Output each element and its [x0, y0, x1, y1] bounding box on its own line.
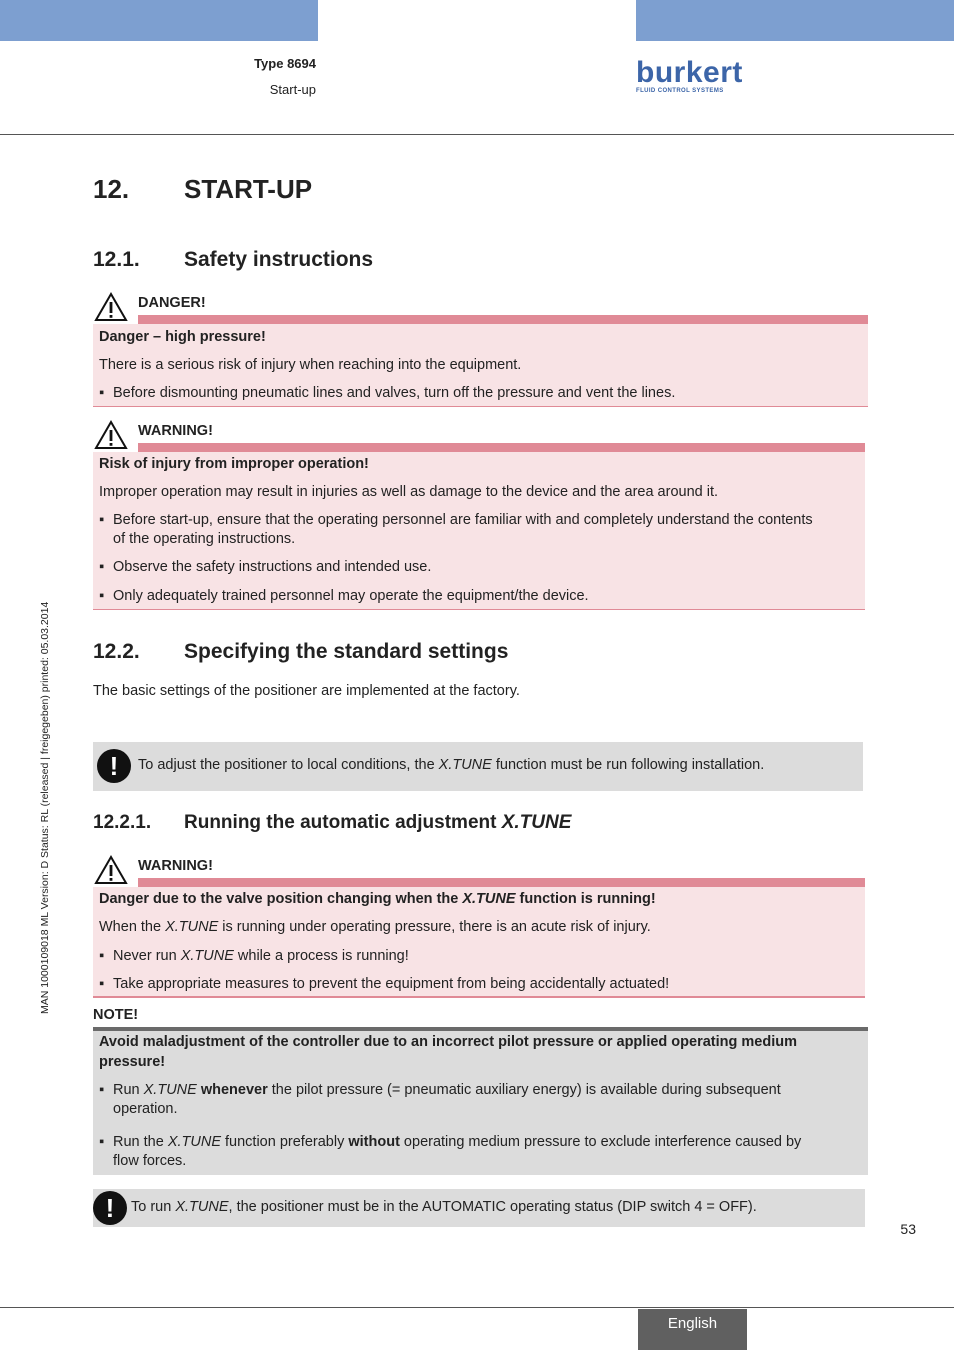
- chapter-title: [93, 174, 312, 205]
- info-text-pre: To adjust the positioner to local conditions, the: [138, 757, 439, 773]
- note-bullet-1-line2: operation.: [113, 1101, 178, 1117]
- bullet-strong: whenever: [200, 1082, 268, 1098]
- logo-tagline: FLUID CONTROL SYSTEMS: [636, 88, 724, 94]
- warning-heading: [99, 891, 656, 907]
- language-tab: English: [638, 1309, 747, 1350]
- warning-content: [93, 452, 865, 610]
- chapter-title-text: START-UP: [184, 174, 313, 204]
- header-divider: [0, 134, 954, 135]
- note-heading-line1: Avoid maladjustment of the controller due to an incorrect pilot pressure or applied operating medium: [99, 1034, 797, 1050]
- section-title: Specifying the standard settings: [184, 640, 509, 663]
- section-heading-settings: [93, 640, 508, 664]
- settings-intro: The basic settings of the positioner are implemented at the factory.: [93, 683, 520, 699]
- danger-bullet: Before dismounting pneumatic lines and valves, turn off the pressure and vent the lines.: [113, 385, 676, 401]
- bullet-post: operating medium pressure to exclude interference caused by: [399, 1134, 802, 1150]
- note-bullet-2-line2: flow forces.: [113, 1153, 187, 1169]
- header-bar-right: [636, 0, 954, 41]
- warning-label: WARNING!: [138, 858, 213, 874]
- warning-bullet-1: [113, 948, 409, 964]
- warning-heading-post: function is running!: [515, 891, 656, 907]
- chapter-number: 12.: [93, 174, 130, 204]
- bullet-marker: ▪: [99, 976, 105, 992]
- info-text: [131, 1199, 757, 1215]
- danger-text: There is a serious risk of injury when reaching into the equipment.: [99, 357, 522, 373]
- info-text: [138, 757, 764, 773]
- danger-heading: Danger – high pressure!: [99, 329, 266, 345]
- note-heading-line2: pressure!: [99, 1054, 166, 1070]
- logo-word: burkert: [636, 56, 743, 89]
- note-bullet-2-line1: [113, 1134, 801, 1150]
- warning-triangle-icon: [94, 420, 128, 455]
- info-box-xtune: [93, 742, 863, 791]
- warning-bullet-3: Only adequately trained personnel may operate the equipment/the device.: [113, 588, 589, 604]
- bullet-strong: without: [348, 1134, 400, 1150]
- burkert-logo: [636, 58, 743, 94]
- warning-band: [138, 878, 865, 887]
- document-type: Type 8694: [254, 56, 316, 71]
- xtune-term: X.TUNE: [143, 1082, 197, 1098]
- warning-text-pre: When the: [99, 919, 166, 935]
- bullet-marker: ▪: [99, 948, 105, 964]
- xtune-term: X.TUNE: [462, 891, 516, 907]
- bullet-marker: ▪: [99, 1134, 105, 1150]
- xtune-term: X.TUNE: [180, 948, 234, 964]
- section-number: 12.1.: [93, 248, 140, 271]
- bullet-pre: Run: [113, 1082, 144, 1098]
- danger-band: [138, 315, 868, 324]
- note-bullet-1-line1: [113, 1082, 781, 1098]
- info-text-pre: To run: [131, 1199, 176, 1215]
- warning-bullet-2: Observe the safety instructions and intended use.: [113, 559, 432, 575]
- info-box-automatic: [93, 1189, 865, 1227]
- warning-heading-pre: Danger due to the valve position changing when the: [99, 891, 463, 907]
- danger-box: [93, 292, 868, 407]
- warning-label: WARNING!: [138, 423, 213, 439]
- subsection-number: 12.2.1.: [93, 812, 152, 833]
- xtune-term: X.TUNE: [165, 919, 219, 935]
- warning-bullet-2: Take appropriate measures to prevent the equipment from being accidentally actuated!: [113, 976, 670, 992]
- warning-bullet-1-line1: Before start-up, ensure that the operating personnel are familiar with and completely understand the contents: [113, 512, 813, 528]
- exclamation-circle-icon: !: [97, 749, 131, 783]
- bullet-pre: Never run: [113, 948, 181, 964]
- warning-text-post: is running under operating pressure, there is an acute risk of injury.: [218, 919, 651, 935]
- warning-box-operation: [93, 420, 865, 612]
- bullet-marker: ▪: [99, 512, 105, 528]
- bullet-marker: ▪: [99, 588, 105, 604]
- subsection-title-em: X.TUNE: [501, 812, 572, 833]
- danger-content: [93, 324, 868, 407]
- info-text-post: function must be run following installation.: [491, 757, 765, 773]
- bullet-pre: Run the: [113, 1134, 168, 1150]
- note-label: NOTE!: [93, 1007, 139, 1023]
- bullet-marker: ▪: [99, 1082, 105, 1098]
- exclamation-circle-icon: !: [93, 1191, 127, 1225]
- warning-bullet-1-line2: of the operating instructions.: [113, 531, 296, 547]
- bullet-marker: ▪: [99, 559, 105, 575]
- subsection-heading: [93, 812, 571, 834]
- xtune-term: X.TUNE: [175, 1199, 229, 1215]
- subsection-title: Running the automatic adjustment: [184, 812, 502, 833]
- side-document-info: MAN 1000109018 ML Version: D Status: RL (released | freigegeben) printed: 05.03.2014: [39, 601, 51, 1014]
- section-label: Start-up: [269, 82, 316, 97]
- xtune-term: X.TUNE: [167, 1134, 221, 1150]
- bullet-post: while a process is running!: [233, 948, 409, 964]
- warning-heading: Risk of injury from improper operation!: [99, 456, 369, 472]
- section-heading-safety: [93, 248, 373, 272]
- section-title: Safety instructions: [184, 248, 374, 271]
- xtune-term: X.TUNE: [438, 757, 492, 773]
- bullet-mid: function preferably: [221, 1134, 349, 1150]
- section-number: 12.2.: [93, 640, 140, 663]
- footer-divider: [0, 1307, 954, 1308]
- warning-text: Improper operation may result in injuries as well as damage to the device and the area around it.: [99, 484, 719, 500]
- warning-triangle-icon: [94, 292, 128, 327]
- warning-box-xtune: [93, 855, 865, 998]
- warning-content: [93, 887, 865, 998]
- bullet-post: the pilot pressure (= pneumatic auxiliary energy) is available during subsequent: [267, 1082, 781, 1098]
- warning-triangle-icon: [94, 855, 128, 890]
- warning-text: [99, 919, 651, 935]
- warning-band: [138, 443, 865, 452]
- note-box: [93, 1031, 868, 1175]
- page-number: 53: [900, 1221, 916, 1237]
- bullet-marker: ▪: [99, 385, 105, 401]
- danger-label: DANGER!: [138, 295, 206, 311]
- header-bar-left: [0, 0, 318, 41]
- info-text-post: , the positioner must be in the AUTOMATIC operating status (DIP switch 4 = OFF).: [228, 1199, 757, 1215]
